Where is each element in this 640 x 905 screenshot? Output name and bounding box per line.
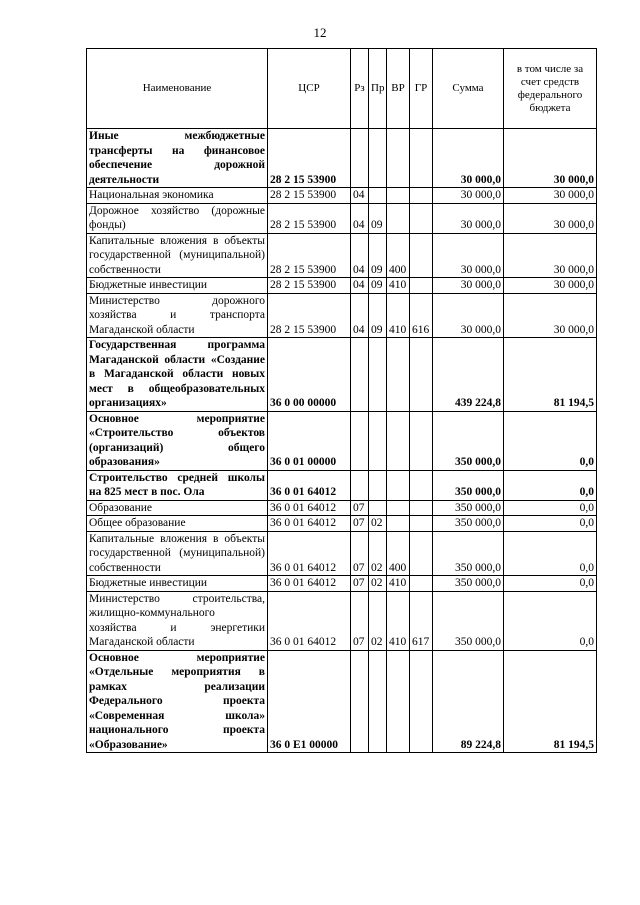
- row-federal: 0,0: [504, 531, 597, 576]
- table-row: [87, 650, 597, 753]
- header-rz: Рз: [351, 49, 369, 129]
- row-csr: 36 0 00 00000: [268, 338, 351, 412]
- row-pr: [369, 470, 387, 500]
- header-row: [87, 49, 597, 129]
- row-csr: 36 0 01 64012: [268, 470, 351, 500]
- row-rz: 07: [351, 516, 369, 532]
- row-pr: [369, 500, 387, 516]
- table-row: [87, 129, 597, 188]
- row-vr: [387, 188, 410, 204]
- row-sum: 439 224,8: [433, 338, 504, 412]
- row-rz: 07: [351, 576, 369, 592]
- row-gr: 617: [410, 591, 433, 650]
- row-vr: [387, 470, 410, 500]
- row-name: Министерство дорожного хозяйства и транспорта Магаданской области: [87, 293, 268, 338]
- row-pr: 09: [369, 233, 387, 278]
- row-gr: 616: [410, 293, 433, 338]
- row-csr: 36 0 E1 00000: [268, 650, 351, 753]
- row-sum: 30 000,0: [433, 233, 504, 278]
- row-vr: [387, 650, 410, 753]
- table-row: [87, 516, 597, 532]
- row-sum: 350 000,0: [433, 591, 504, 650]
- row-vr: [387, 338, 410, 412]
- row-pr: 09: [369, 293, 387, 338]
- row-csr: 36 0 01 64012: [268, 500, 351, 516]
- header-name: Наименование: [87, 49, 268, 129]
- row-pr: [369, 411, 387, 470]
- row-vr: 400: [387, 531, 410, 576]
- row-federal: 30 000,0: [504, 233, 597, 278]
- row-csr: 28 2 15 53900: [268, 129, 351, 188]
- row-name: Бюджетные инвестиции: [87, 278, 268, 294]
- row-pr: 02: [369, 531, 387, 576]
- row-vr: 410: [387, 278, 410, 294]
- row-federal: 81 194,5: [504, 650, 597, 753]
- row-vr: 410: [387, 591, 410, 650]
- table-row: [87, 576, 597, 592]
- row-pr: 09: [369, 278, 387, 294]
- row-name: Капитальные вложения в объекты государственной (муниципальной) собственности: [87, 531, 268, 576]
- row-rz: [351, 129, 369, 188]
- row-federal: 0,0: [504, 500, 597, 516]
- row-sum: 350 000,0: [433, 531, 504, 576]
- header-sum: Сумма: [433, 49, 504, 129]
- row-vr: 400: [387, 233, 410, 278]
- row-rz: 07: [351, 591, 369, 650]
- row-rz: [351, 470, 369, 500]
- table-row: [87, 233, 597, 278]
- row-gr: [410, 188, 433, 204]
- row-csr: 36 0 01 64012: [268, 576, 351, 592]
- row-rz: 04: [351, 293, 369, 338]
- table-row: [87, 591, 597, 650]
- row-gr: [410, 516, 433, 532]
- row-vr: 410: [387, 293, 410, 338]
- row-gr: [410, 470, 433, 500]
- row-federal: 0,0: [504, 470, 597, 500]
- header-pr: Пр: [369, 49, 387, 129]
- row-federal: 30 000,0: [504, 293, 597, 338]
- row-name: Бюджетные инвестиции: [87, 576, 268, 592]
- row-rz: [351, 411, 369, 470]
- row-gr: [410, 203, 433, 233]
- header-vr: ВР: [387, 49, 410, 129]
- row-sum: 89 224,8: [433, 650, 504, 753]
- row-vr: 410: [387, 576, 410, 592]
- row-name: Национальная экономика: [87, 188, 268, 204]
- row-csr: 28 2 15 53900: [268, 293, 351, 338]
- row-csr: 28 2 15 53900: [268, 188, 351, 204]
- row-gr: [410, 500, 433, 516]
- row-sum: 350 000,0: [433, 470, 504, 500]
- row-rz: [351, 650, 369, 753]
- row-sum: 350 000,0: [433, 500, 504, 516]
- row-csr: 28 2 15 53900: [268, 278, 351, 294]
- row-vr: [387, 516, 410, 532]
- row-name: Министерство строительства, жилищно-коммунального хозяйства и энергетики Магаданской области: [87, 591, 268, 650]
- row-name: Государственная программа Магаданской области «Создание в Магаданской области новых мест в общеобразовательных организациях»: [87, 338, 268, 412]
- table-row: [87, 411, 597, 470]
- row-pr: 02: [369, 591, 387, 650]
- table-row: [87, 188, 597, 204]
- row-federal: 30 000,0: [504, 278, 597, 294]
- row-sum: 30 000,0: [433, 293, 504, 338]
- row-csr: 28 2 15 53900: [268, 203, 351, 233]
- row-pr: [369, 129, 387, 188]
- row-gr: [410, 576, 433, 592]
- row-csr: 36 0 01 00000: [268, 411, 351, 470]
- row-pr: 02: [369, 576, 387, 592]
- row-sum: 350 000,0: [433, 411, 504, 470]
- row-sum: 30 000,0: [433, 278, 504, 294]
- row-rz: 04: [351, 188, 369, 204]
- row-federal: 0,0: [504, 516, 597, 532]
- page-number: 12: [313, 25, 327, 40]
- row-rz: [351, 338, 369, 412]
- row-sum: 350 000,0: [433, 516, 504, 532]
- row-federal: 0,0: [504, 591, 597, 650]
- row-federal: 30 000,0: [504, 129, 597, 188]
- row-name: Образование: [87, 500, 268, 516]
- row-vr: [387, 129, 410, 188]
- row-pr: 02: [369, 516, 387, 532]
- row-name: Общее образование: [87, 516, 268, 532]
- row-vr: [387, 203, 410, 233]
- row-pr: [369, 188, 387, 204]
- row-gr: [410, 411, 433, 470]
- row-sum: 30 000,0: [433, 129, 504, 188]
- row-federal: 0,0: [504, 411, 597, 470]
- row-name: Строительство средней школы на 825 мест в пос. Ола: [87, 470, 268, 500]
- table-row: [87, 293, 597, 338]
- row-csr: 36 0 01 64012: [268, 531, 351, 576]
- row-gr: [410, 233, 433, 278]
- table-row: [87, 470, 597, 500]
- row-name: Дорожное хозяйство (дорожные фонды): [87, 203, 268, 233]
- table-row: [87, 278, 597, 294]
- row-rz: 04: [351, 203, 369, 233]
- table-row: [87, 338, 597, 412]
- row-pr: 09: [369, 203, 387, 233]
- table-row: [87, 203, 597, 233]
- row-vr: [387, 411, 410, 470]
- row-rz: 07: [351, 531, 369, 576]
- row-pr: [369, 338, 387, 412]
- header-gr: ГР: [410, 49, 433, 129]
- table-row: [87, 500, 597, 516]
- row-rz: 07: [351, 500, 369, 516]
- row-federal: 30 000,0: [504, 203, 597, 233]
- row-name: Основное мероприятие «Строительство объектов (организаций) общего образования»: [87, 411, 268, 470]
- header-csr: ЦСР: [268, 49, 351, 129]
- row-name: Капитальные вложения в объекты государственной (муниципальной) собственности: [87, 233, 268, 278]
- budget-table: [86, 48, 597, 753]
- row-federal: 81 194,5: [504, 338, 597, 412]
- row-csr: 36 0 01 64012: [268, 516, 351, 532]
- row-gr: [410, 531, 433, 576]
- row-name: Основное мероприятие «Отдельные мероприятия в рамках реализации Федерального проекта «Современная школа» национального проекта «Образование»: [87, 650, 268, 753]
- row-rz: 04: [351, 278, 369, 294]
- row-csr: 28 2 15 53900: [268, 233, 351, 278]
- row-sum: 350 000,0: [433, 576, 504, 592]
- row-gr: [410, 338, 433, 412]
- row-gr: [410, 278, 433, 294]
- row-gr: [410, 129, 433, 188]
- table-row: [87, 531, 597, 576]
- header-federal: в том числе за счет средств федерального бюджета: [504, 49, 597, 129]
- row-csr: 36 0 01 64012: [268, 591, 351, 650]
- row-gr: [410, 650, 433, 753]
- row-name: Иные межбюджетные трансферты на финансовое обеспечение дорожной деятельности: [87, 129, 268, 188]
- row-federal: 30 000,0: [504, 188, 597, 204]
- row-rz: 04: [351, 233, 369, 278]
- row-sum: 30 000,0: [433, 188, 504, 204]
- row-pr: [369, 650, 387, 753]
- row-federal: 0,0: [504, 576, 597, 592]
- row-sum: 30 000,0: [433, 203, 504, 233]
- row-vr: [387, 500, 410, 516]
